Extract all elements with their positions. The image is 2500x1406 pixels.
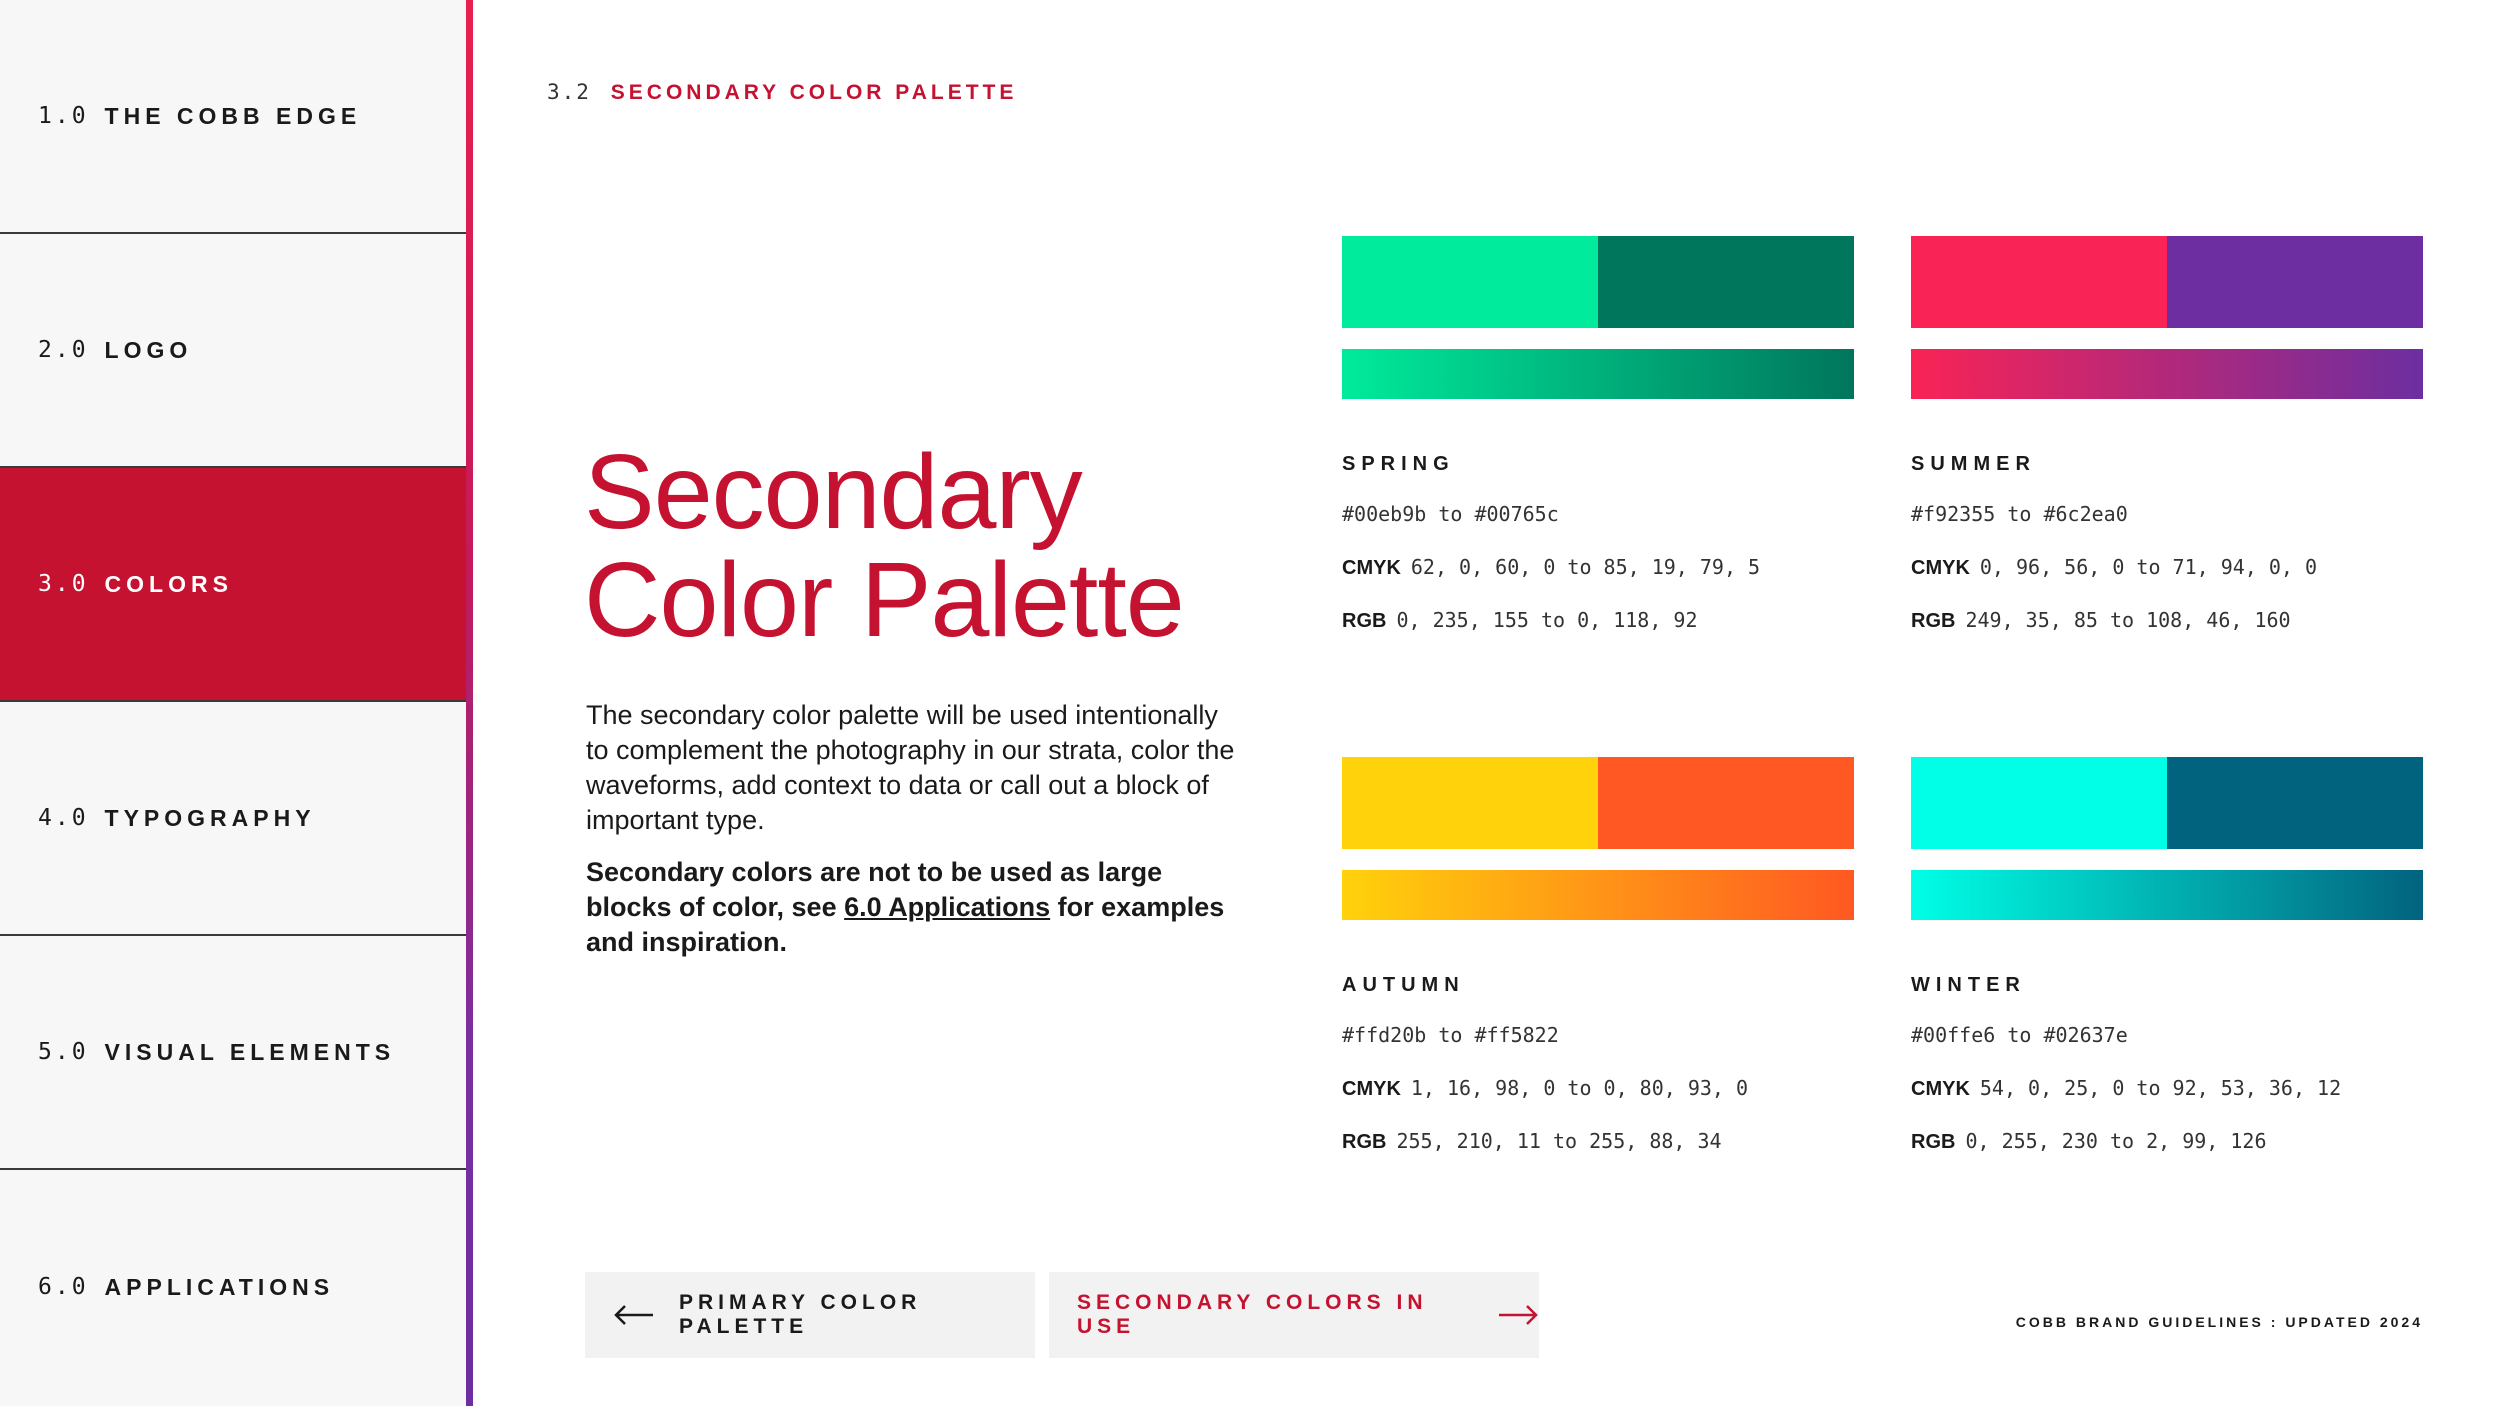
swatch-start-color <box>1342 236 1598 328</box>
intro-note-text-end: for examples and inspiration. <box>586 892 1225 957</box>
sidebar-item-number: 2.0 <box>38 337 89 363</box>
rgb-label: RGB <box>1911 1131 1956 1153</box>
sidebar-item-number: 5.0 <box>38 1039 89 1065</box>
swatch-start-color <box>1911 757 2167 849</box>
palette-cmyk <box>1342 1076 1854 1103</box>
sidebar-item-typography[interactable] <box>0 702 466 936</box>
cmyk-label: CMYK <box>1342 557 1401 579</box>
intro-paragraph: The secondary color palette will be used intentionally to complement the photography in our strata, color the waveforms, add context to data or call out a block of important type. <box>586 700 1235 835</box>
swatch-end-color <box>2167 236 2423 328</box>
palette-spring <box>1342 236 1854 635</box>
applications-link[interactable]: 6.0 Applications <box>844 892 1051 922</box>
page-title-line-1: Secondary <box>584 433 1082 551</box>
next-page-button[interactable] <box>1049 1272 1539 1358</box>
sidebar-item-label: TYPOGRAPHY <box>104 804 316 831</box>
rgb-value: 255, 210, 11 to 255, 88, 34 <box>1396 1129 1722 1153</box>
sidebar-item-label: THE COBB EDGE <box>104 102 362 129</box>
swatch-pair <box>1911 757 2423 849</box>
rgb-value: 249, 35, 85 to 108, 46, 160 <box>1965 608 2291 632</box>
rgb-value: 0, 255, 230 to 2, 99, 126 <box>1965 1129 2267 1153</box>
palette-name: AUTUMN <box>1342 974 1465 996</box>
gradient-bar <box>1911 870 2423 920</box>
swatch-start-color <box>1342 757 1598 849</box>
page-title <box>584 433 1204 659</box>
palette-rgb <box>1911 1129 2423 1156</box>
palette-winter <box>1911 757 2423 1156</box>
rgb-label: RGB <box>1911 610 1956 632</box>
sidebar-item-number: 3.0 <box>38 571 89 597</box>
sidebar-item-colors[interactable] <box>0 468 466 702</box>
cmyk-value: 54, 0, 25, 0 to 92, 53, 36, 12 <box>1979 1076 2342 1100</box>
palette-rgb <box>1342 1129 1854 1156</box>
palette-hex: #ffd20b to #ff5822 <box>1342 1023 1559 1047</box>
cmyk-value: 1, 16, 98, 0 to 0, 80, 93, 0 <box>1410 1076 1749 1100</box>
section-heading <box>547 80 1017 105</box>
cmyk-value: 0, 96, 56, 0 to 71, 94, 0, 0 <box>1979 555 2318 579</box>
footer-note: COBB BRAND GUIDELINES : UPDATED 2024 <box>2015 1314 2423 1330</box>
cmyk-label: CMYK <box>1911 557 1970 579</box>
sidebar-item-label: APPLICATIONS <box>104 1273 335 1300</box>
sidebar-item-label: COLORS <box>104 570 233 597</box>
swatch-end-color <box>2167 757 2423 849</box>
section-number: 3.2 <box>547 80 591 104</box>
sidebar-item-label: LOGO <box>104 336 193 363</box>
sidebar-item-visual-elements[interactable] <box>0 936 466 1170</box>
section-title: SECONDARY COLOR PALETTE <box>610 81 1018 104</box>
palette-hex: #00ffe6 to #02637e <box>1911 1023 2128 1047</box>
rgb-label: RGB <box>1342 1131 1387 1153</box>
palette-rgb <box>1342 608 1854 635</box>
palette-autumn <box>1342 757 1854 1156</box>
sidebar-nav <box>0 0 466 1406</box>
sidebar-item-applications[interactable] <box>0 1170 466 1404</box>
sidebar-item-logo[interactable] <box>0 234 466 468</box>
sidebar-item-number: 4.0 <box>38 805 89 831</box>
page-title-line-2: Color Palette <box>584 541 1184 659</box>
palette-summer <box>1911 236 2423 635</box>
sidebar-item-number: 6.0 <box>38 1274 89 1300</box>
swatch-end-color <box>1598 236 1854 328</box>
rgb-label: RGB <box>1342 610 1387 632</box>
intro-note-text: Secondary colors are not to be used as large blocks of color, see <box>586 857 1163 922</box>
rgb-value: 0, 235, 155 to 0, 118, 92 <box>1396 608 1698 632</box>
palette-hex: #00eb9b to #00765c <box>1342 502 1559 526</box>
intro-text <box>586 698 1246 977</box>
gradient-bar <box>1342 870 1854 920</box>
palette-cmyk <box>1342 555 1854 582</box>
palette-name: SPRING <box>1342 453 1455 475</box>
arrow-right-icon <box>1497 1304 1539 1326</box>
gradient-bar <box>1342 349 1854 399</box>
palette-name: SUMMER <box>1911 453 2036 475</box>
next-page-label: SECONDARY COLORS IN USE <box>1077 1291 1428 1338</box>
intro-note <box>586 855 1246 960</box>
sidebar-accent-divider <box>466 0 473 1406</box>
arrow-left-icon <box>613 1304 655 1326</box>
palette-hex: #f92355 to #6c2ea0 <box>1911 502 2128 526</box>
palette-name: WINTER <box>1911 974 2026 996</box>
sidebar-item-number: 1.0 <box>38 103 89 129</box>
prev-page-button[interactable] <box>585 1272 1035 1358</box>
cmyk-label: CMYK <box>1342 1078 1401 1100</box>
sidebar-item-the-cobb-edge[interactable] <box>0 0 466 234</box>
sidebar-item-label: VISUAL ELEMENTS <box>104 1038 396 1065</box>
prev-page-label: PRIMARY COLOR PALETTE <box>679 1291 922 1338</box>
swatch-pair <box>1342 236 1854 328</box>
swatch-pair <box>1911 236 2423 328</box>
swatch-start-color <box>1911 236 2167 328</box>
gradient-bar <box>1911 349 2423 399</box>
palette-rgb <box>1911 608 2423 635</box>
swatch-pair <box>1342 757 1854 849</box>
swatch-end-color <box>1598 757 1854 849</box>
palette-cmyk <box>1911 555 2423 582</box>
cmyk-value: 62, 0, 60, 0 to 85, 19, 79, 5 <box>1410 555 1761 579</box>
palette-cmyk <box>1911 1076 2423 1103</box>
cmyk-label: CMYK <box>1911 1078 1970 1100</box>
